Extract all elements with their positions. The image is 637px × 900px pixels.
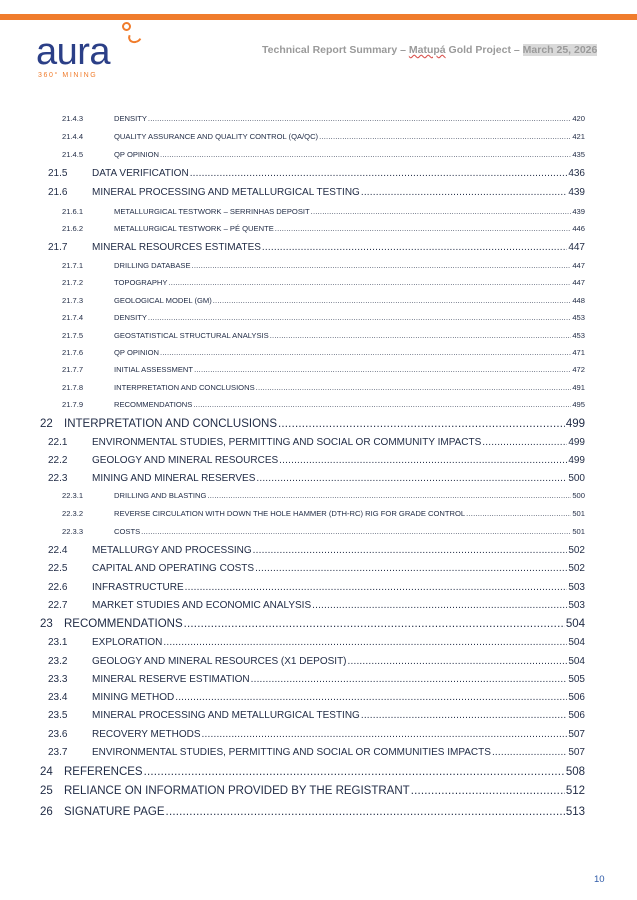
toc-entry-title: INTERPRETATION AND CONCLUSIONS [64,418,277,430]
toc-entry[interactable] [0,187,585,198]
toc-entry-number: 22.5 [48,563,68,574]
toc-dot-leader [144,766,565,778]
toc-entry[interactable] [0,168,585,179]
toc-entry-number: 21.7.5 [62,331,84,340]
toc-dot-leader [482,437,567,448]
toc-entry[interactable] [0,313,585,322]
toc-entry-page: 420 [572,114,585,123]
toc-entry-number: 21.4.5 [62,150,84,159]
report-header-title [262,44,597,56]
toc-entry-number: 23.6 [48,729,68,740]
toc-dot-leader [361,187,567,198]
aura-logo [36,22,146,82]
toc-entry-number: 21.5 [48,168,68,179]
toc-entry-number: 21.7.7 [62,365,84,374]
toc-entry[interactable] [0,132,585,141]
toc-entry[interactable] [0,150,585,159]
toc-dot-leader [255,563,567,574]
toc-dot-leader [193,400,571,409]
toc-entry-title: REVERSE CIRCULATION WITH DOWN THE HOLE HAMMER (DTH-RC) RIG FOR GRADE CONTROL [114,509,466,518]
toc-entry-number: 22.1 [48,437,68,448]
toc-entry-title: MINING METHOD [92,692,175,703]
header-accent-bar [0,14,637,20]
toc-dot-leader [192,261,572,270]
toc-entry-number: 23.3 [48,674,68,685]
toc-entry-page: 439 [572,207,585,216]
header-title-prefix: Technical Report Summary – [262,44,409,56]
toc-entry-number: 23.2 [48,656,68,667]
toc-entry[interactable] [0,348,585,357]
toc-entry[interactable] [0,509,585,518]
toc-dot-leader [275,224,572,233]
toc-entry-number: 21.4.4 [62,132,84,141]
toc-entry-title: DENSITY [114,114,147,123]
toc-dot-leader [185,582,568,593]
toc-entry[interactable] [0,806,585,818]
toc-entry-title: COSTS [114,527,141,536]
toc-dot-leader [194,365,571,374]
toc-entry-number: 23.4 [48,692,68,703]
header-date: March 25, 2026 [522,44,598,56]
toc-entry[interactable] [0,261,585,270]
toc-entry-number: 25 [40,785,53,797]
toc-entry-title: ENVIRONMENTAL STUDIES, PERMITTING AND SOCIAL OR COMMUNITY IMPACTS [92,437,482,448]
logo-arc-icon [126,29,143,45]
toc-entry[interactable] [0,296,585,305]
toc-entry[interactable] [0,527,585,536]
toc-entry[interactable] [0,114,585,123]
toc-dot-leader [466,509,571,518]
toc-entry[interactable] [0,582,585,593]
toc-entry-title: TOPOGRAPHY [114,278,168,287]
toc-entry-title: RECOMMENDATIONS [114,400,193,409]
toc-entry-title: METALLURGICAL TESTWORK – PÉ QUENTE [114,224,274,233]
toc-entry[interactable] [0,785,585,797]
toc-entry-number: 21.7 [48,242,68,253]
toc-entry[interactable] [0,331,585,340]
toc-entry-title: INTERPRETATION AND CONCLUSIONS [114,383,255,392]
toc-dot-leader [175,692,567,703]
toc-entry-number: 22.4 [48,545,68,556]
toc-dot-leader [160,150,571,159]
toc-entry-page: 499 [568,437,585,448]
toc-entry-number: 26 [40,806,53,818]
toc-entry-number: 21.6.1 [62,207,84,216]
logo-ring-icon [122,22,131,31]
toc-dot-leader [190,168,568,179]
toc-entry-title: QP OPINION [114,348,160,357]
toc-entry-number: 21.6.2 [62,224,84,233]
toc-entry-page: 472 [572,365,585,374]
toc-entry[interactable] [0,545,585,556]
toc-entry-page: 448 [572,296,585,305]
toc-dot-leader [312,600,567,611]
toc-entry-number: 22.6 [48,582,68,593]
toc-dot-leader [256,383,572,392]
toc-entry-number: 21.7.2 [62,278,84,287]
toc-entry[interactable] [0,455,585,466]
toc-entry-number: 24 [40,766,53,778]
toc-entry-title: RECOMMENDATIONS [64,618,183,630]
toc-entry-page: 471 [572,348,585,357]
toc-dot-leader [262,242,567,253]
toc-entry-number: 21.7.1 [62,261,84,270]
toc-dot-leader [213,296,572,305]
toc-entry-number: 21.4.3 [62,114,84,123]
toc-entry[interactable] [0,207,585,216]
toc-entry[interactable] [0,383,585,392]
toc-entry-page: 491 [572,383,585,392]
toc-entry[interactable] [0,766,585,778]
toc-dot-leader [361,710,567,721]
logo-wordmark: aura [36,31,111,73]
toc-entry-page: 499 [565,418,585,430]
toc-entry-title: GEOLOGICAL MODEL (GM) [114,296,212,305]
toc-entry[interactable] [0,473,585,484]
header-title-rest: Gold Project – [445,44,523,56]
toc-entry-page: 502 [568,545,585,556]
toc-entry[interactable] [0,710,585,721]
toc-entry-title: GEOLOGY AND MINERAL RESOURCES [92,455,279,466]
toc-entry-page: 508 [565,766,585,778]
toc-entry-page: 500 [572,491,585,500]
toc-entry-title: SIGNATURE PAGE [64,806,165,818]
toc-entry-number: 21.7.9 [62,400,84,409]
toc-entry-title: DATA VERIFICATION [92,168,189,179]
toc-entry-title: MINERAL RESOURCES ESTIMATES [92,242,261,253]
header-project-name: Matupá [408,44,446,56]
toc-entry[interactable] [0,242,585,253]
toc-entry-title: CAPITAL AND OPERATING COSTS [92,563,255,574]
toc-entry-page: 504 [568,656,585,667]
toc-dot-leader [492,747,567,758]
toc-entry-page: 506 [568,710,585,721]
toc-entry-page: 504 [568,637,585,648]
toc-dot-leader [256,473,567,484]
toc-entry-number: 23 [40,618,53,630]
toc-dot-leader [163,637,567,648]
toc-entry-number: 22.3.1 [62,491,84,500]
toc-dot-leader [207,491,571,500]
toc-dot-leader [141,527,571,536]
toc-entry-title: QP OPINION [114,150,160,159]
toc-entry-page: 499 [568,455,585,466]
toc-dot-leader [348,656,568,667]
toc-entry-page: 512 [565,785,585,797]
toc-entry[interactable] [0,365,585,374]
toc-entry-title: MINING AND MINERAL RESERVES [92,473,256,484]
toc-dot-leader [184,618,565,630]
toc-entry[interactable] [0,692,585,703]
toc-entry-number: 21.7.6 [62,348,84,357]
toc-dot-leader [411,785,565,797]
toc-entry-number: 23.1 [48,637,68,648]
toc-entry-page: 495 [572,400,585,409]
toc-entry-title: MARKET STUDIES AND ECONOMIC ANALYSIS [92,600,312,611]
toc-entry-title: GEOLOGY AND MINERAL RESOURCES (X1 DEPOSIT) [92,656,347,667]
toc-dot-leader [253,545,568,556]
toc-entry-title: RELIANCE ON INFORMATION PROVIDED BY THE REGISTRANT [64,785,410,797]
toc-entry[interactable] [0,674,585,685]
toc-entry-page: 439 [568,187,585,198]
toc-entry-page: 507 [568,747,585,758]
toc-entry-number: 22 [40,418,53,430]
toc-entry-page: 500 [568,473,585,484]
toc-entry-number: 21.7.4 [62,313,84,322]
toc-dot-leader [279,455,567,466]
toc-entry-number: 22.3.3 [62,527,84,536]
toc-entry-page: 501 [572,527,585,536]
toc-entry[interactable] [0,618,585,630]
toc-entry-page: 513 [565,806,585,818]
toc-dot-leader [168,278,571,287]
toc-dot-leader [202,729,568,740]
toc-entry-title: EXPLORATION [92,637,163,648]
toc-entry-number: 22.3 [48,473,68,484]
toc-entry-page: 421 [572,132,585,141]
toc-dot-leader [148,313,571,322]
page-number: 10 [594,874,605,885]
toc-entry-number: 23.5 [48,710,68,721]
toc-entry-page: 435 [572,150,585,159]
toc-entry[interactable] [0,563,585,574]
toc-entry-number: 22.3.2 [62,509,84,518]
toc-dot-leader [148,114,571,123]
toc-entry-title: ENVIRONMENTAL STUDIES, PERMITTING AND SOCIAL OR COMMUNITIES IMPACTS [92,747,491,758]
toc-entry-number: 22.2 [48,455,68,466]
toc-dot-leader [251,674,568,685]
toc-dot-leader [311,207,572,216]
toc-entry-page: 453 [572,313,585,322]
toc-entry-title: MINERAL RESERVE ESTIMATION [92,674,250,685]
toc-entry-number: 21.7.3 [62,296,84,305]
toc-entry-title: MINERAL PROCESSING AND METALLURGICAL TESTING [92,187,360,198]
toc-entry-title: METALLURGICAL TESTWORK – SERRINHAS DEPOSIT [114,207,310,216]
toc-entry-page: 436 [568,168,585,179]
logo-tagline: 360° MINING [38,72,98,79]
toc-dot-leader [166,806,565,818]
toc-entry-page: 507 [568,729,585,740]
toc-entry[interactable] [0,656,585,667]
toc-entry-page: 503 [568,600,585,611]
toc-entry-page: 505 [568,674,585,685]
toc-entry-page: 447 [572,261,585,270]
toc-entry-page: 501 [572,509,585,518]
toc-entry-page: 503 [568,582,585,593]
toc-entry-page: 504 [565,618,585,630]
toc-entry-title: MINERAL PROCESSING AND METALLURGICAL TESTING [92,710,360,721]
toc-entry-title: REFERENCES [64,766,143,778]
toc-entry[interactable] [0,418,585,430]
toc-entry-page: 506 [568,692,585,703]
toc-entry[interactable] [0,224,585,233]
toc-entry-title: METALLURGY AND PROCESSING [92,545,252,556]
toc-entry-page: 502 [568,563,585,574]
toc-entry-page: 446 [572,224,585,233]
toc-entry[interactable] [0,437,585,448]
toc-entry-page: 447 [572,278,585,287]
toc-entry[interactable] [0,600,585,611]
toc-entry-number: 22.7 [48,600,68,611]
toc-entry-number: 21.7.8 [62,383,84,392]
toc-entry-title: DRILLING DATABASE [114,261,191,270]
toc-entry-number: 23.7 [48,747,68,758]
toc-entry-page: 447 [568,242,585,253]
toc-entry[interactable] [0,637,585,648]
toc-entry-title: RECOVERY METHODS [92,729,201,740]
toc-entry-page: 453 [572,331,585,340]
toc-dot-leader [278,418,565,430]
toc-entry-title: GEOSTATISTICAL STRUCTURAL ANALYSIS [114,331,269,340]
toc-entry[interactable] [0,747,585,758]
toc-entry-number: 21.6 [48,187,68,198]
toc-entry-title: INFRASTRUCTURE [92,582,184,593]
toc-entry[interactable] [0,491,585,500]
toc-dot-leader [160,348,571,357]
toc-entry[interactable] [0,400,585,409]
toc-entry[interactable] [0,729,585,740]
toc-entry-title: DRILLING AND BLASTING [114,491,207,500]
toc-dot-leader [319,132,571,141]
toc-entry-title: QUALITY ASSURANCE AND QUALITY CONTROL (QA/QC) [114,132,319,141]
toc-entry-title: INITIAL ASSESSMENT [114,365,194,374]
toc-entry-title: DENSITY [114,313,147,322]
toc-entry[interactable] [0,278,585,287]
toc-dot-leader [270,331,572,340]
